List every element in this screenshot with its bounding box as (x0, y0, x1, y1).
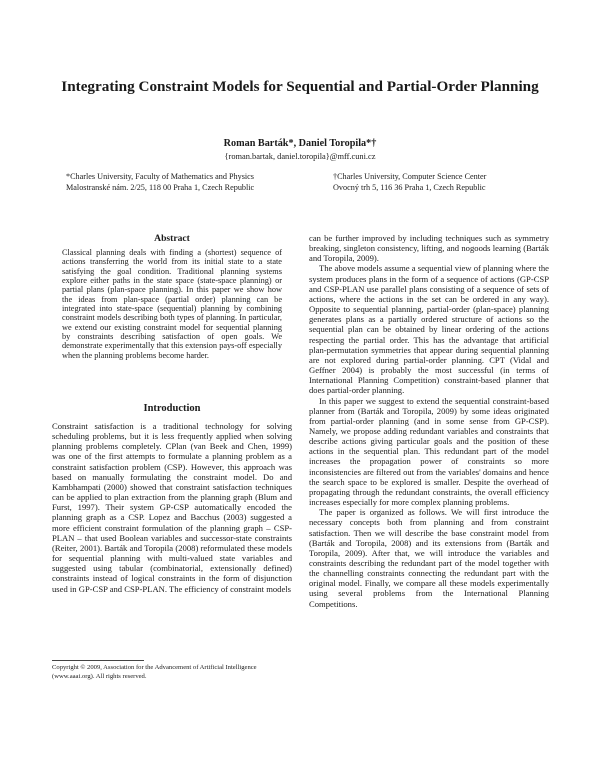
abstract-text: Classical planning deals with finding a (shortest) sequence of actions transferring the world from its initial state to a state satisfying the goal condition. Traditional planning systems explore either paths in the state space (state-space planning) or partial plans (plan-space planning). In this paper we show how the ideas from plan-space (partial order) planning can be integrated into state-space (sequential) planning by combining constraint models describing both types of planning. In particular, we extend our existing constraint model for sequential planning by constraints describing satisfaction of open goals. We demonstrate experimentally that this extension pays-off especially when the planning problems become harder. (62, 248, 282, 360)
footnote-rule (52, 660, 144, 661)
intro-paragraph-3: In this paper we suggest to extend the sequential constraint-based planner from (Barták and Toropila, 2009) by some ideas originated from partial-order planning (and in some sense from GP-CSP). Namely, we propose adding redundant variables and constraints that describe actions giving particular goals and the position of these actions in the sequential plan. This redundant part of the model increases the propagation power of constraints so more inconsistencies are filtered out from the variables' domains and hence the search space to be explored is smaller. Despite the overhead of propagating through the redundant constraints, the overall efficiency increases especially for more complex planning problems. (309, 395, 549, 508)
paper-title: Integrating Constraint Models for Sequential and Partial-Order Planning (61, 78, 539, 95)
affiliation-left-line1: *Charles University, Faculty of Mathematics and Physics (66, 172, 254, 181)
abstract-body (62, 248, 282, 360)
affiliation-right (333, 171, 486, 193)
affiliation-left-line2: Malostranské nám. 2/25, 118 00 Praha 1, Czech Republic (66, 183, 255, 192)
abstract-heading: Abstract (154, 233, 190, 244)
copyright-notice: Copyright © 2009, Association for the Advancement of Artificial Intelligence (www.aaai.org). All rights reserved. (52, 664, 257, 680)
introduction-left-column (52, 421, 292, 594)
intro-paragraph-4: The paper is organized as follows. We will first introduce the necessary concepts both from planning and from constraint satisfaction. Then we will describe the base constraint model from (Barták and Toropila, 2008) and its extensions from (Barták and Toropila, 2009). After that, we will introduce the variables and constraints describing the redundant part of the model together with the channelling constraints connecting the redundant part with the original model. Finally, we compare all these models experimentally using several problems from the International Planning Competitions. (309, 507, 549, 609)
intro-paragraph-continued: can be further improved by including techniques such as symmetry breaking, singleton consistency, lifting, and nogoods learning (Barták and Toropila, 2009). (309, 233, 549, 264)
intro-paragraph-1: Constraint satisfaction is a traditional technology for solving scheduling problems, but it is less frequently applied when solving planning problems completely. CPlan (van Beek and Chen, 1999) was one of the first attempts to formulate a planning problem as a constraint satisfaction problem (CSP). However, this approach was based on manually formulating the constraint model. Do and Kambhampati (2000) showed that constraint satisfaction techniques can be applied to plan extraction from the planning graph (Blum and Furst, 1997). Their system GP-CSP automatically encoded the planning graph as a CSP. Lopez and Bacchus (2003) suggested a more efficient constraint formulation of the planning graph – CSP-PLAN – that used Boolean variables and successor-state constraints (Reiter, 2001). Barták and Toropila (2008) reformulated these models for sequential planning with multi-valued state variables and suggested using tabular (combinatorial, extensionally defined) constraints instead of logical constraints in the form of disjunction used in GP-CSP and CSP-PLAN. The efficiency of constraint models (52, 421, 292, 594)
introduction-right-column (309, 233, 549, 609)
affiliation-left (66, 171, 254, 193)
intro-paragraph-2: The above models assume a sequential view of planning where the system produces plans in the form of a sequence of actions (GP-CSP and CSP-PLAN use parallel plans consisting of a sequence of sets of actions, where the actions in the set can be ordered in any way). Opposite to sequential planning, partial-order (plan-space) planning generates plans as a partially ordered structure of actions so the sequential plan can be obtained by linear ordering of the actions respecting the partial order. This has the advantage that artificial plan-permutation symmetries that appear during sequential planning are not explored during partial-order planning. CPT (Vidal and Geffner 2004) is probably the most successful (in terms of International Planning Competition) constraint-based planner that does partial-order planning. (309, 263, 549, 396)
affiliation-right-line2: Ovocný trh 5, 116 36 Praha 1, Czech Republic (333, 183, 486, 192)
author-emails: {roman.bartak, daniel.toropila}@mff.cuni.cz (224, 152, 376, 161)
introduction-heading: Introduction (143, 403, 201, 414)
affiliation-right-line1: †Charles University, Computer Science Center (333, 172, 487, 181)
paper-authors: Roman Barták*, Daniel Toropila*† (223, 138, 377, 149)
